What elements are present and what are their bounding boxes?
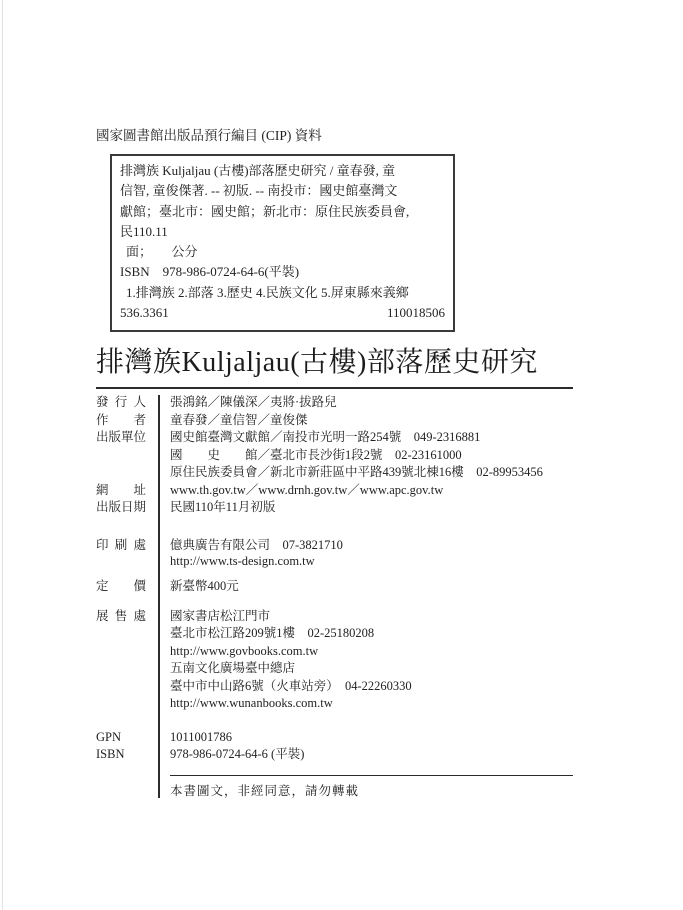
info-row-publish-date <box>96 499 573 517</box>
cip-line: 面； 公分 <box>126 244 198 260</box>
cip-class-number: 536.3361 <box>120 305 169 321</box>
info-value: http://www.govbooks.com.tw <box>170 643 319 658</box>
info-value: http://www.wunanbooks.com.tw <box>170 696 333 711</box>
cip-line: 獻館；臺北市：國史館；新北市：原住民族委員會, <box>120 203 410 219</box>
info-row-price <box>96 578 573 596</box>
page-scan-edge <box>2 0 3 910</box>
info-row-publisher <box>96 394 573 412</box>
info-row-isbn <box>96 746 573 764</box>
cip-line: 排灣族 Kuljaljau (古樓)部落歷史研究 / 童春發, 童 <box>120 163 396 178</box>
info-vertical-divider <box>158 395 160 798</box>
cip-record-number: 110018506 <box>386 305 445 321</box>
info-value: 億典廣告有限公司 07-3821710 <box>170 537 343 552</box>
info-value: 臺北市松江路209號1樓 02-25180208 <box>170 626 375 641</box>
cip-isbn-line: ISBN 978-986-0724-64-6(平裝) <box>120 264 300 280</box>
info-value: 國史館臺灣文獻館／南投市光明一路254號 049-2316881 <box>170 430 481 445</box>
info-row-websites <box>96 482 573 500</box>
info-value: 臺中市中山路6號（火車站旁） 04-22260330 <box>170 678 412 693</box>
note-divider <box>170 775 573 776</box>
info-row-publishing-units <box>96 429 573 482</box>
cip-header: 國家圖書館出版品預行編目 (CIP) 資料 <box>96 128 322 143</box>
info-row-authors <box>96 412 573 430</box>
publication-info <box>96 394 573 800</box>
info-value: 民國110年11月初版 <box>170 500 276 515</box>
book-title: 排灣族Kuljaljau(古樓)部落歷史研究 <box>96 347 538 379</box>
info-value: 五南文化廣場臺中總店 <box>170 661 296 676</box>
info-label: 網址 <box>96 482 146 497</box>
cip-box <box>110 154 455 332</box>
info-value: 1011001786 <box>170 729 233 744</box>
info-row-retailers <box>96 608 573 713</box>
info-label: 印刷處 <box>96 537 146 552</box>
info-value: 張鴻銘／陳儀深／夷將·拔路兒 <box>170 395 337 410</box>
info-label: 定價 <box>96 579 146 594</box>
info-row-printer <box>96 537 573 569</box>
info-value: 國 史 館／臺北市長沙街1段2號 02-23161000 <box>170 447 462 462</box>
info-label: GPN <box>96 729 122 744</box>
info-value: www.th.gov.tw／www.drnh.gov.tw／www.apc.gov.tw <box>170 482 444 497</box>
info-label: 展售處 <box>96 608 146 623</box>
info-row-gpn <box>96 729 573 747</box>
info-value: 童春發／童信智／童俊傑 <box>170 412 308 427</box>
info-value: 978-986-0724-64-6 (平裝) <box>170 747 305 762</box>
cip-line: 民110.11 <box>120 223 168 239</box>
info-value: 國家書店松江門市 <box>170 608 271 623</box>
info-label: 出版單位 <box>96 430 147 445</box>
page-content <box>96 127 574 800</box>
title-divider <box>96 387 573 389</box>
info-label: 作者 <box>96 412 146 427</box>
info-value: http://www.ts-design.com.tw <box>170 554 315 569</box>
copyright-note: 本書圖文，非經同意，請勿轉載 <box>170 783 360 798</box>
cip-bottom-row <box>120 303 445 323</box>
info-value: 原住民族委員會／新北市新莊區中平路439號北棟16樓 02-89953456 <box>170 465 543 480</box>
cip-line: 信智, 童俊傑著. -- 初版. -- 南投市：國史館臺灣文 <box>120 183 398 199</box>
cip-subjects-line: 1.排灣族 2.部落 3.歷史 4.民族文化 5.屏東縣來義鄉 <box>126 284 409 300</box>
info-label: ISBN <box>96 747 125 762</box>
info-label: 發行人 <box>96 395 146 410</box>
info-label: 出版日期 <box>96 500 147 515</box>
info-value: 新臺幣400元 <box>170 579 239 594</box>
